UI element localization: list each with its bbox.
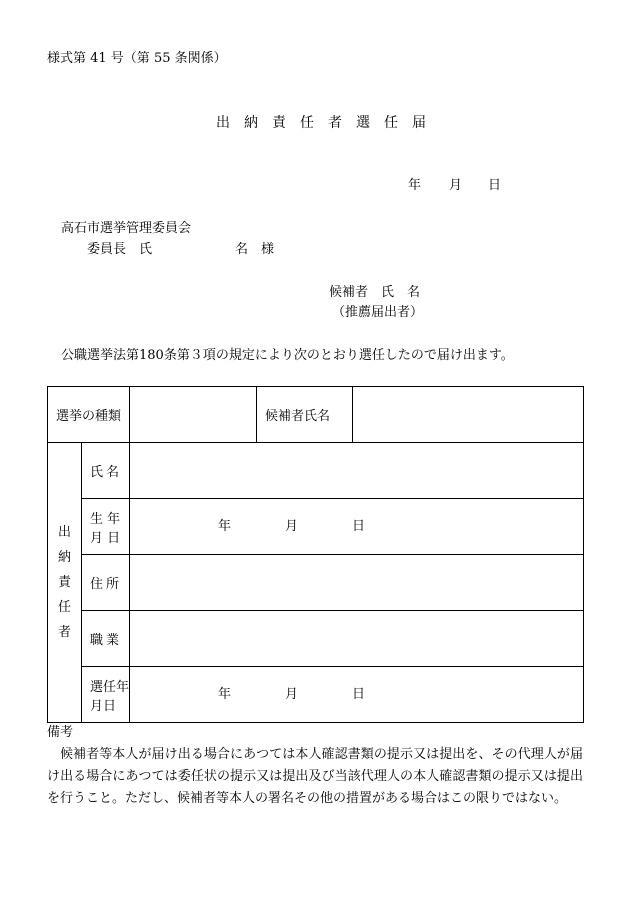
candidate-recommender-note: （推薦届出者）	[332, 305, 424, 320]
election-row	[48, 387, 584, 443]
addressee-chair-suffix: 名 様	[235, 242, 275, 257]
appointment-date-value[interactable]: 年 月 日	[130, 667, 584, 723]
addressee-chair-prefix: 委員長 氏	[87, 242, 153, 257]
birthdate-value[interactable]: 年 月 日	[130, 499, 584, 555]
treasurer-section-label: 出 納 責 任 者	[48, 443, 82, 723]
birthdate-row	[48, 499, 584, 555]
form-number: 様式第 41 号（第 55 条関係）	[47, 51, 227, 66]
appointment-date-label: 選任年月日	[82, 667, 130, 723]
treasurer-form-table	[47, 386, 584, 723]
candidate-name-label: 候補者 氏 名	[329, 285, 421, 300]
candidate-name-value[interactable]	[353, 387, 584, 443]
name-label: 氏 名	[82, 443, 130, 499]
occupation-row	[48, 611, 584, 667]
name-value[interactable]	[130, 443, 584, 499]
occupation-label: 職 業	[82, 611, 130, 667]
election-type-value[interactable]	[130, 387, 257, 443]
occupation-value[interactable]	[130, 611, 584, 667]
election-type-label: 選挙の種類	[48, 387, 130, 443]
address-row	[48, 555, 584, 611]
date-month: 月	[449, 178, 463, 193]
page-title: 出納責任者選任届	[216, 115, 440, 131]
addressee-committee: 高石市選挙管理委員会	[61, 221, 192, 236]
date-day: 日	[488, 178, 502, 193]
address-label: 住 所	[82, 555, 130, 611]
address-value[interactable]	[130, 555, 584, 611]
candidate-name-cell-label: 候補者氏名	[257, 387, 353, 443]
statement-text: 公職選挙法第180条第３項の規定により次のとおり選任したので届け出ます。	[61, 348, 514, 363]
remarks-heading: 備考	[47, 725, 74, 740]
name-row	[48, 443, 584, 499]
remarks-text: 候補者等本人が届け出る場合にあつては本人確認書類の提示又は提出を、その代理人が届け出る場合にあつては委任状の提示又は提出及び当該代理人の本人確認書類の提示又は提出を行うこと。ただし、候補者等本人の署名その他の措置がある場合はこの限りではない。	[47, 747, 583, 806]
birthdate-label: 生 年 月 日	[82, 499, 130, 555]
date-year: 年	[408, 178, 422, 193]
appointment-date-row	[48, 667, 584, 723]
